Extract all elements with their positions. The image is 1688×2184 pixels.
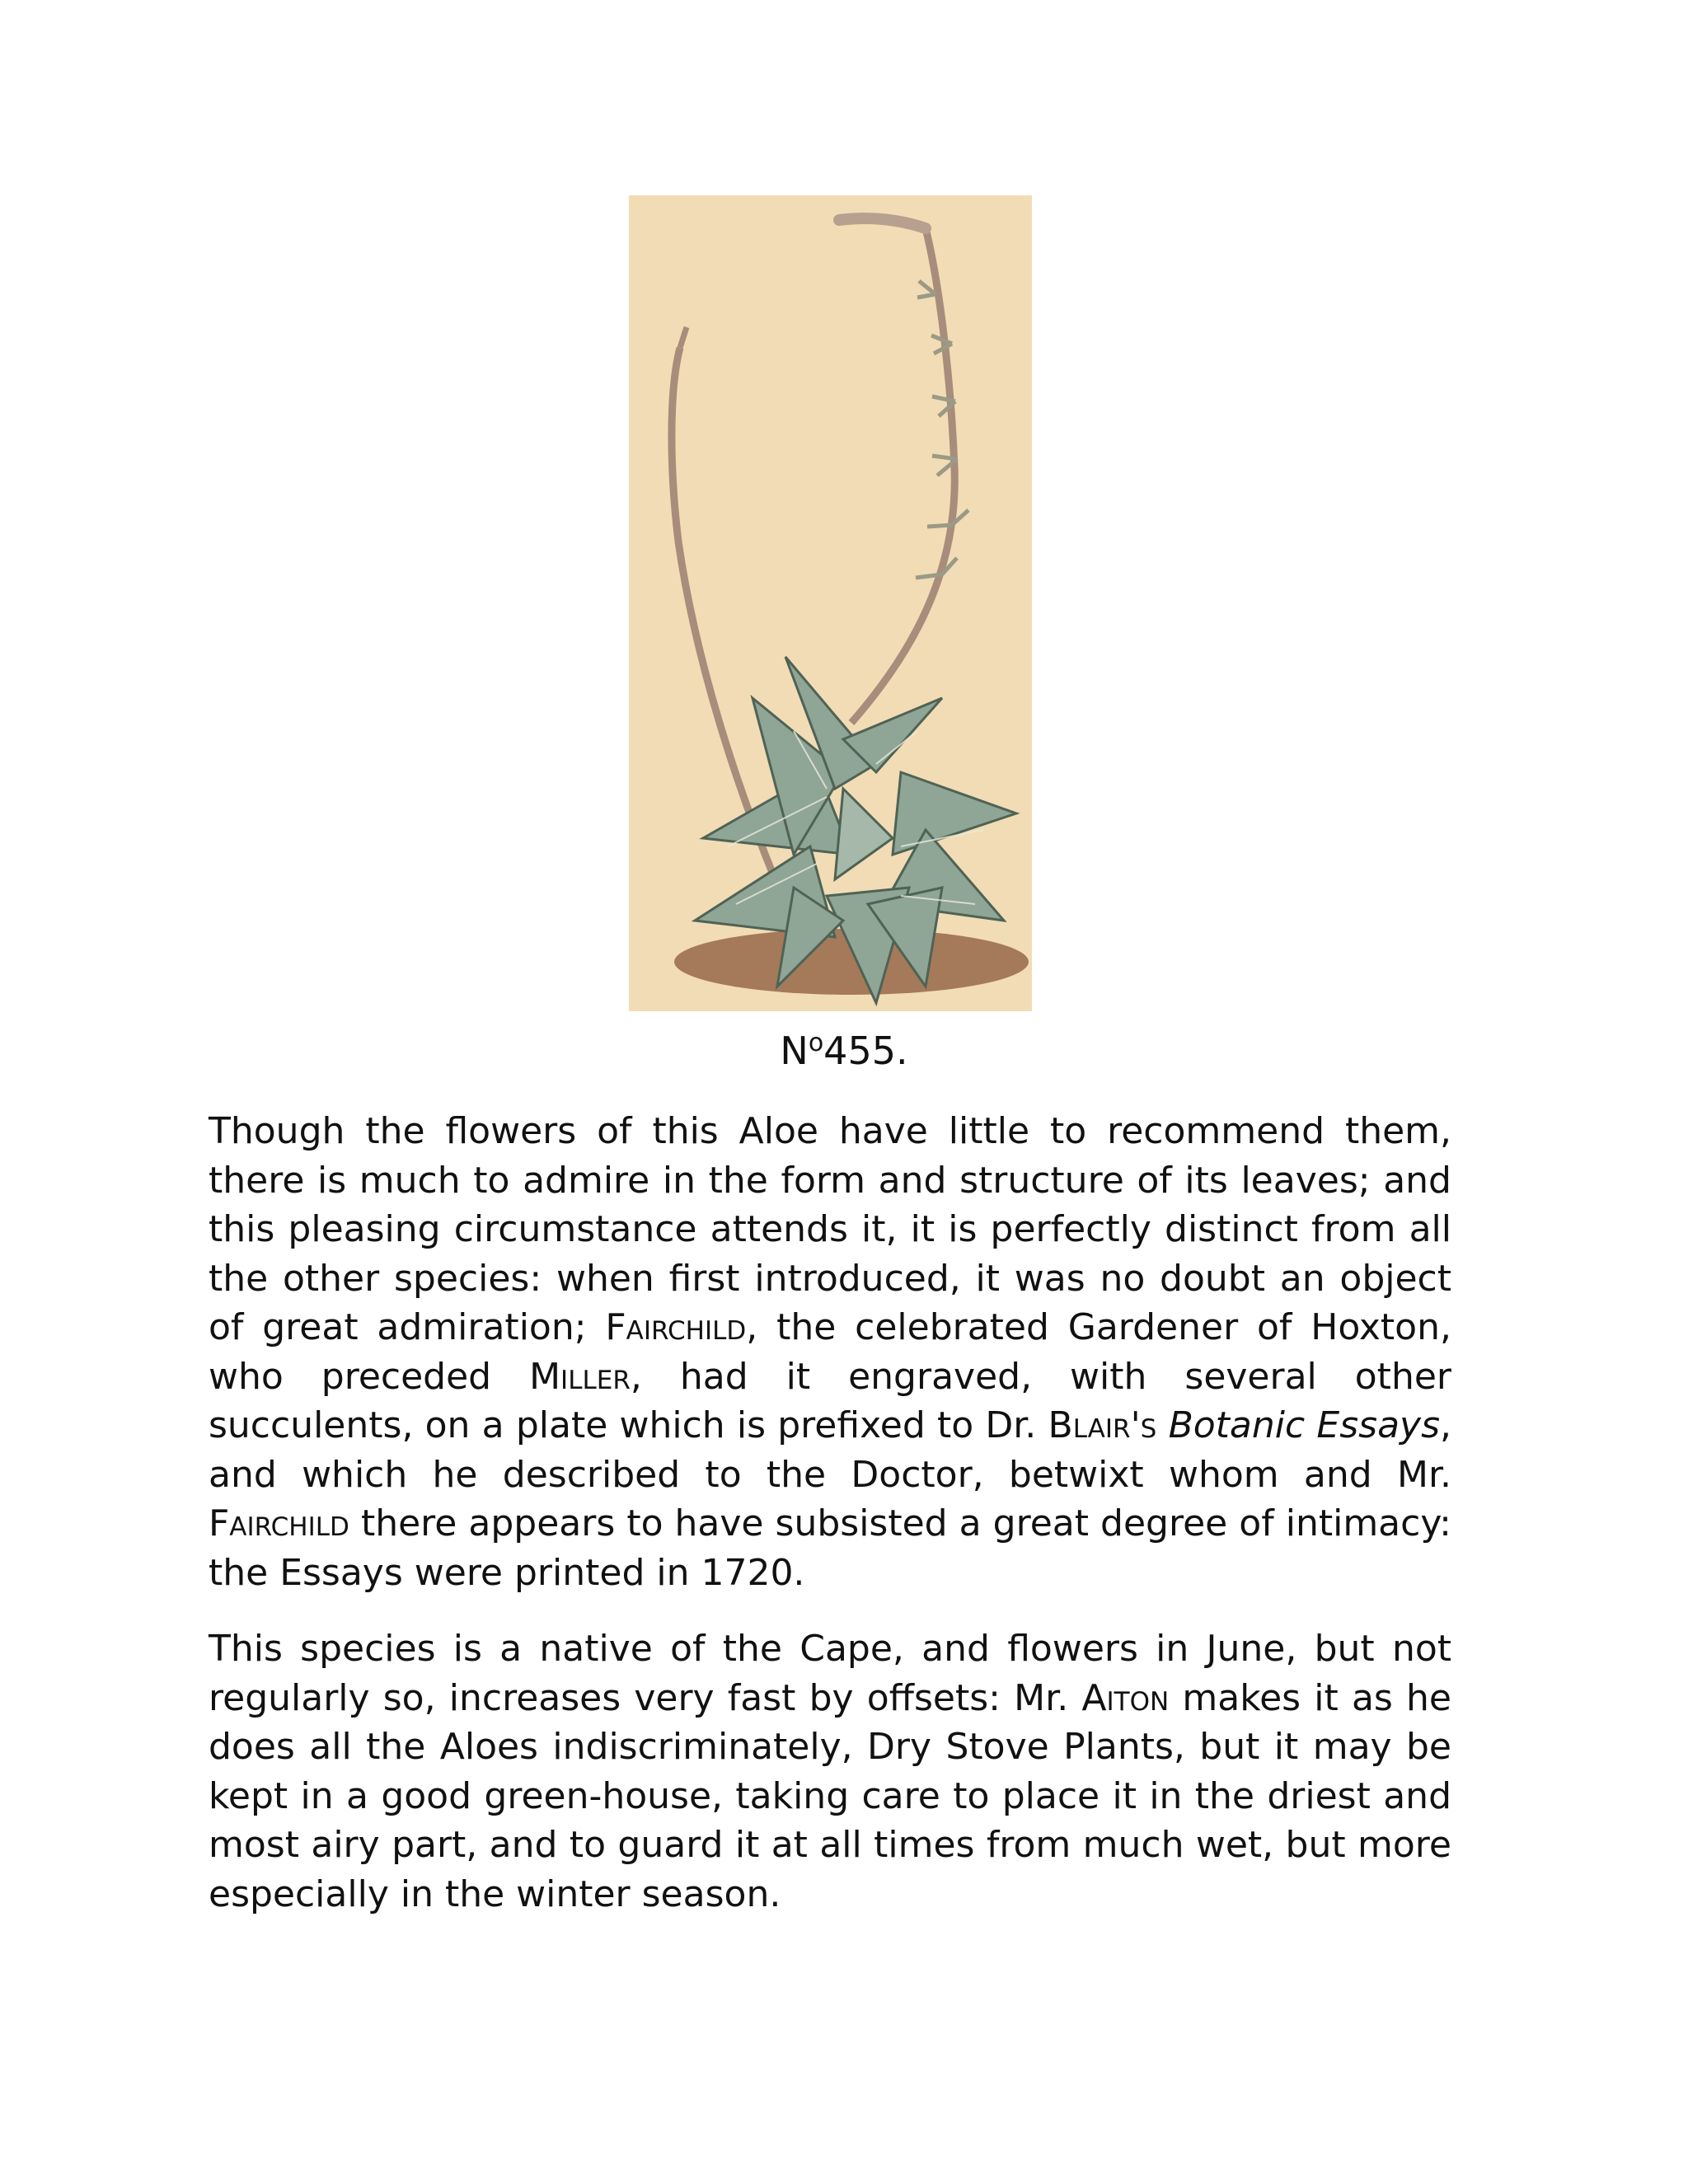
name-aiton: Aiton bbox=[1081, 1676, 1170, 1719]
paragraph-1-text: , the celebrated Gardener of Hoxton, who preceded bbox=[209, 1306, 1451, 1398]
paragraph-1-text: , and which he described to the Doctor, betwixt whom and Mr. bbox=[209, 1404, 1451, 1496]
paragraph-2 bbox=[209, 1624, 1451, 1919]
name-fairchild: Fairchild bbox=[209, 1502, 349, 1544]
aloe-plant-drawing bbox=[629, 195, 1032, 1011]
plate-number-value: 455. bbox=[823, 1029, 908, 1073]
paragraph-2-text: makes it as he does all the Aloes indiscriminately, Dry Stove Plants, but it may be kept in a good green-house, taking care to place it in the driest and most airy part, and to guard it at all times from much wet, but more especially in the winter season. bbox=[209, 1676, 1452, 1915]
paragraph-2-text: This species is a native of the Cape, and flowers in June, but not regularly so, increases very fast by offsets: Mr. bbox=[209, 1628, 1451, 1719]
paragraph-1-text bbox=[1156, 1404, 1168, 1446]
plate-number-prefix: N bbox=[780, 1029, 809, 1073]
book-title: Botanic Essays bbox=[1168, 1404, 1440, 1446]
botanical-plate-illustration bbox=[629, 195, 1032, 1011]
flower-raceme-tip bbox=[839, 218, 926, 228]
paragraph-1 bbox=[209, 1107, 1451, 1597]
name-miller: Miller bbox=[529, 1355, 631, 1398]
name-fairchild: Fairchild bbox=[605, 1306, 747, 1348]
paragraph-1-text: Though the flowers of this Aloe have little to recommend them, there is much to admire in the form and structure of its leaves; and this pleasing circumstance attends it, it is perfectly distinct from all the other species: when first introduced, it was no doubt an object of great admiration; bbox=[209, 1110, 1451, 1348]
paragraph-1-text: , had it engraved, with several other succulents, on a plate which is prefixed to Dr. bbox=[209, 1355, 1451, 1446]
name-blair: Blair's bbox=[1048, 1404, 1157, 1446]
paragraph-1-text: there appears to have subsisted a great degree of intimacy: the Essays were printed in 1720. bbox=[209, 1502, 1451, 1594]
plate-number bbox=[0, 1026, 1688, 1076]
plate-number-degree: o bbox=[808, 1029, 824, 1057]
